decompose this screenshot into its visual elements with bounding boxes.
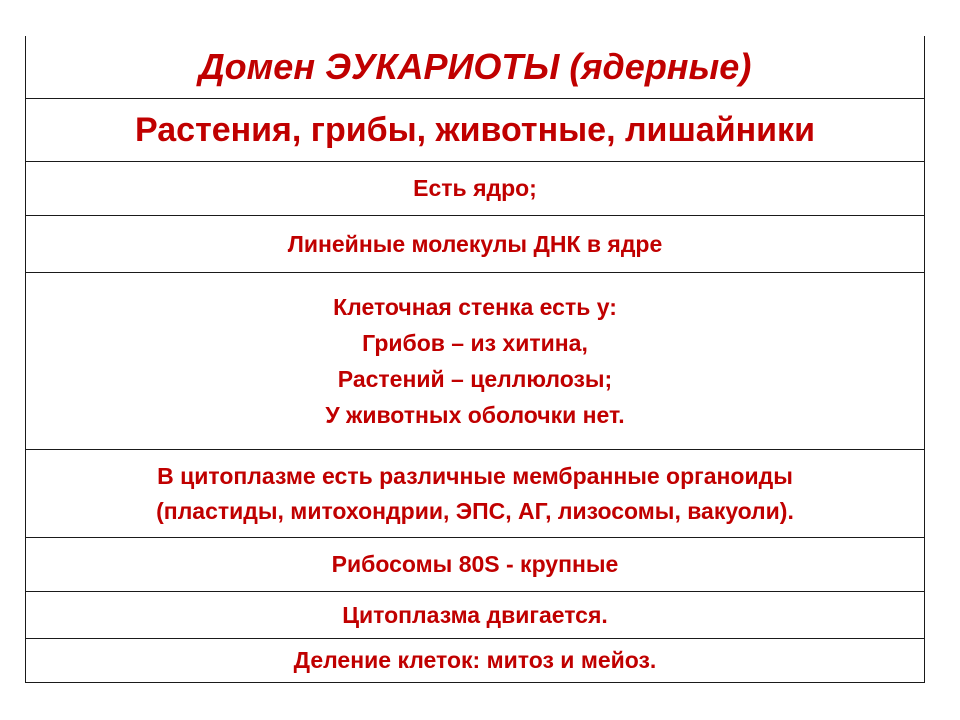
row-text-line: У животных оболочки нет. [325,402,625,428]
table-row-cytoplasm [26,592,924,639]
table-row-organelles [26,450,924,538]
row-text-line: В цитоплазме есть различные мембранные органоиды [157,462,793,489]
eukaryotes-table [25,36,925,683]
table-row-nucleus [26,162,924,216]
table-row-dna [26,216,924,273]
row-text: Цитоплазма двигается. [342,601,608,628]
table-row-cell-wall [26,273,924,450]
row-text: Есть ядро; [413,175,537,201]
row-text-line: Растений – целлюлозы; [337,366,613,392]
table-row-ribosomes [26,538,924,592]
table-subtitle-row [26,99,924,162]
table-title: Домен ЭУКАРИОТЫ (ядерные) [198,46,752,87]
table-title-row [26,36,924,99]
row-text-line: Грибов – из хитина, [362,330,588,356]
row-text: Линейные молекулы ДНК в ядре [287,230,663,257]
row-text: Деление клеток: митоз и мейоз. [293,647,657,673]
row-text: Рибосомы 80S - крупные [331,551,619,577]
table-subtitle: Растения, грибы, животные, лишайники [135,110,815,149]
row-text-line: Клеточная стенка есть у: [333,294,617,320]
row-text-line: (пластиды, митохондрии, ЭПС, АГ, лизосомы, вакуоли). [156,497,794,524]
table-row-division [26,639,924,683]
